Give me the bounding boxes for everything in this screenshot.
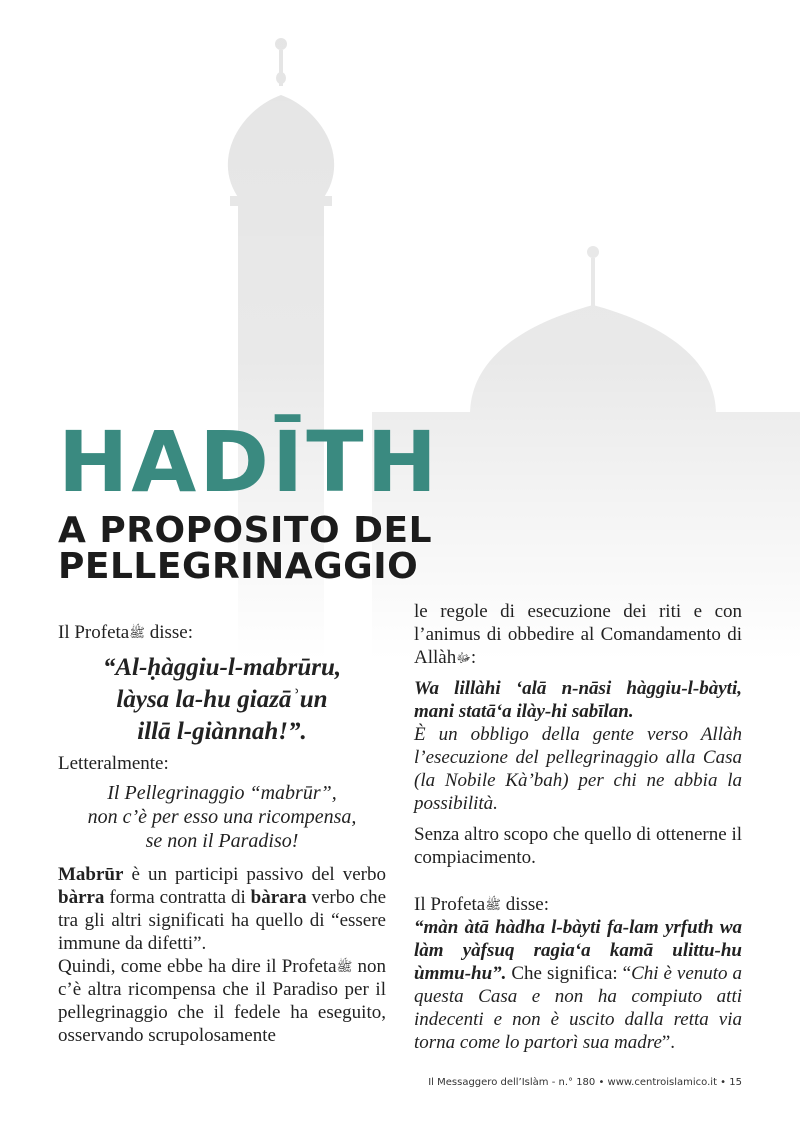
hadith-transliteration xyxy=(58,652,386,748)
literal-label: Letteralmente: xyxy=(58,753,169,774)
page-title: HADĪTH xyxy=(58,413,440,511)
intro-text-end: disse: xyxy=(144,622,193,643)
intro-text: Il Profeta xyxy=(414,894,486,915)
paragraph-text: non c’è altra ricompensa che il Paradiso per il pellegrinaggio che il fedele ha eseguito, osservando scrupolosamente xyxy=(58,956,387,1046)
left-column xyxy=(58,621,386,1047)
translation-line: se non il Paradiso! xyxy=(145,830,299,852)
translation-line: non c’è per esso una ricompensa, xyxy=(87,806,357,828)
term-barara: bàrara xyxy=(250,887,307,908)
term-mabrur: Mabrūr xyxy=(58,864,124,885)
translation-line: Il Pellegrinaggio “mabrūr”, xyxy=(107,782,337,804)
quran-transliteration: Wa lillàhi ‘alā n-nāsi hàggiu-l-bàyti, mani statā‘a ilày-hi sabīlan. xyxy=(414,678,742,722)
paragraph-text: : xyxy=(470,647,477,668)
intro-text: Il Profeta xyxy=(58,622,130,643)
hadith2-transliteration: “màn àtā hàdha l-bàyti fa-lam yrfuth wa làm yàfsuq ragia‘a kamā ulittu-hu ùmmu-hu”. xyxy=(414,917,742,984)
hadith-translation xyxy=(58,781,386,853)
paragraph-text: le regole di esecuzione dei riti e con l’animus di obbedire al Comandamento di Allàh xyxy=(414,601,742,668)
hadith-line: “Al-ḥàggiu-l-mabrūru, xyxy=(102,654,342,681)
quran-translation: È un obbligo della gente verso Allàh l’esecuzione del pellegrinaggio alla Casa (la Nobile Kà’bah) per chi ne abbia la possibilità. xyxy=(414,724,742,814)
page-footer xyxy=(428,1077,742,1088)
salutation-icon: ﷺ xyxy=(129,625,145,640)
continuation-paragraph xyxy=(414,600,742,669)
salutation-icon: ﷺ xyxy=(336,959,353,974)
paragraph-text: Che significa: “ xyxy=(506,963,632,984)
paragraph-text: Quindi, come ebbe ha dire il Profeta xyxy=(58,956,337,977)
paragraph-text: è un participi passivo del verbo xyxy=(123,864,386,885)
purpose-paragraph: Senza altro scopo che quello di ottenerne il compiacimento. xyxy=(414,824,742,868)
footer-separator: • xyxy=(595,1077,608,1088)
explanation-paragraph xyxy=(58,955,386,1047)
hadith-line: illā l-giànnah!”. xyxy=(137,718,307,745)
right-column xyxy=(414,600,742,1054)
page-subtitle: A PROPOSITO DEL PELLEGRINAGGIO xyxy=(58,510,433,587)
intro-line-2 xyxy=(414,893,742,916)
hadith2-translation: Chi è venuto a questa Casa e non ha compiuto atti indecenti e non è uscito dalla retta via torna come lo partorì sua madre xyxy=(414,963,742,1053)
magazine-name: Il Messaggero dell’Islàm - n.° 180 xyxy=(428,1077,596,1088)
paragraph-text: ”. xyxy=(661,1032,676,1053)
salutation-icon: ﷺ xyxy=(485,897,501,912)
term-barra: bàrra xyxy=(58,887,105,908)
website-link: www.centroislamico.it xyxy=(607,1077,717,1088)
intro-line xyxy=(58,621,386,644)
paragraph-text: forma contratta di xyxy=(104,887,251,908)
second-hadith-paragraph xyxy=(414,916,742,1054)
page-number: 15 xyxy=(729,1077,742,1088)
hadith-line: làysa la-hu giazāʾun xyxy=(116,686,328,713)
intro-text-end: disse: xyxy=(500,894,549,915)
footer-separator: • xyxy=(717,1077,730,1088)
mabrur-paragraph xyxy=(58,863,386,955)
allah-glorification-icon: ﷻ xyxy=(456,650,471,665)
paragraph-text: verbo che tra gli altri significati ha quello di “essere immune da difetti”. xyxy=(58,887,386,954)
